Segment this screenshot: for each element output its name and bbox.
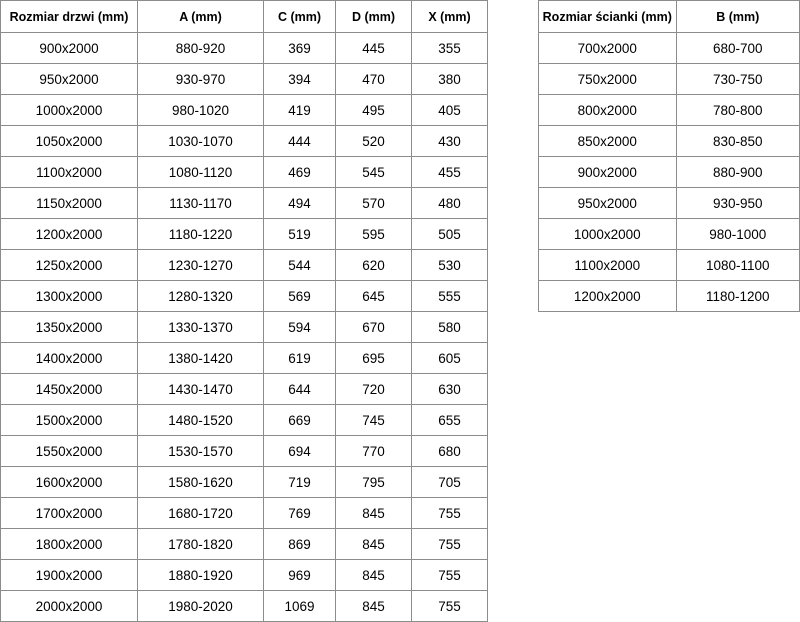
cell-door-size: 1150x2000	[1, 188, 138, 219]
cell-b: 780-800	[676, 95, 799, 126]
cell-wall-size: 800x2000	[539, 95, 677, 126]
table-row	[1, 188, 488, 219]
cell-door-size: 1200x2000	[1, 219, 138, 250]
cell-b: 680-700	[676, 33, 799, 64]
column-header-b: B (mm)	[676, 1, 799, 33]
table-header-row	[1, 1, 488, 33]
cell-door-size: 1350x2000	[1, 312, 138, 343]
table-row	[1, 312, 488, 343]
table-row	[1, 281, 488, 312]
cell-d: 670	[336, 312, 412, 343]
cell-wall-size: 1200x2000	[539, 281, 677, 312]
cell-a: 1280-1320	[138, 281, 264, 312]
table-row	[539, 250, 800, 281]
cell-a: 1880-1920	[138, 560, 264, 591]
cell-c: 769	[264, 498, 336, 529]
cell-c: 519	[264, 219, 336, 250]
cell-x: 755	[412, 498, 488, 529]
cell-door-size: 1400x2000	[1, 343, 138, 374]
cell-a: 1080-1120	[138, 157, 264, 188]
cell-a: 1180-1220	[138, 219, 264, 250]
cell-x: 355	[412, 33, 488, 64]
cell-a: 1680-1720	[138, 498, 264, 529]
cell-a: 1980-2020	[138, 591, 264, 622]
cell-wall-size: 1000x2000	[539, 219, 677, 250]
cell-x: 580	[412, 312, 488, 343]
cell-d: 645	[336, 281, 412, 312]
cell-c: 544	[264, 250, 336, 281]
cell-x: 755	[412, 560, 488, 591]
cell-x: 380	[412, 64, 488, 95]
cell-d: 845	[336, 498, 412, 529]
cell-c: 969	[264, 560, 336, 591]
cell-d: 845	[336, 560, 412, 591]
cell-d: 795	[336, 467, 412, 498]
table-row	[539, 33, 800, 64]
table-row	[1, 219, 488, 250]
cell-a: 1530-1570	[138, 436, 264, 467]
table-row	[1, 157, 488, 188]
cell-c: 594	[264, 312, 336, 343]
cell-d: 770	[336, 436, 412, 467]
cell-a: 880-920	[138, 33, 264, 64]
cell-c: 669	[264, 405, 336, 436]
table-row	[1, 374, 488, 405]
cell-b: 980-1000	[676, 219, 799, 250]
cell-door-size: 1450x2000	[1, 374, 138, 405]
cell-door-size: 1250x2000	[1, 250, 138, 281]
cell-door-size: 1700x2000	[1, 498, 138, 529]
table-row	[539, 95, 800, 126]
wall-sizes-body	[539, 33, 800, 312]
cell-b: 930-950	[676, 188, 799, 219]
cell-door-size: 1900x2000	[1, 560, 138, 591]
cell-c: 369	[264, 33, 336, 64]
cell-wall-size: 1100x2000	[539, 250, 677, 281]
cell-c: 1069	[264, 591, 336, 622]
table-row	[1, 529, 488, 560]
cell-x: 555	[412, 281, 488, 312]
cell-door-size: 900x2000	[1, 33, 138, 64]
cell-door-size: 1500x2000	[1, 405, 138, 436]
cell-door-size: 1600x2000	[1, 467, 138, 498]
cell-d: 745	[336, 405, 412, 436]
cell-a: 1230-1270	[138, 250, 264, 281]
table-row	[539, 126, 800, 157]
table-row	[1, 405, 488, 436]
cell-door-size: 1050x2000	[1, 126, 138, 157]
cell-door-size: 1000x2000	[1, 95, 138, 126]
table-row	[539, 219, 800, 250]
cell-d: 845	[336, 529, 412, 560]
table-row	[1, 33, 488, 64]
table-row	[1, 467, 488, 498]
cell-a: 1380-1420	[138, 343, 264, 374]
cell-d: 595	[336, 219, 412, 250]
table-row	[1, 126, 488, 157]
cell-x: 430	[412, 126, 488, 157]
cell-a: 1330-1370	[138, 312, 264, 343]
cell-door-size: 1800x2000	[1, 529, 138, 560]
cell-a: 1780-1820	[138, 529, 264, 560]
cell-x: 405	[412, 95, 488, 126]
table-row	[1, 591, 488, 622]
cell-d: 720	[336, 374, 412, 405]
column-header-a: A (mm)	[138, 1, 264, 33]
cell-d: 545	[336, 157, 412, 188]
cell-a: 1480-1520	[138, 405, 264, 436]
cell-d: 520	[336, 126, 412, 157]
table-row	[1, 250, 488, 281]
cell-x: 755	[412, 529, 488, 560]
cell-a: 1130-1170	[138, 188, 264, 219]
cell-d: 495	[336, 95, 412, 126]
cell-d: 845	[336, 591, 412, 622]
cell-x: 605	[412, 343, 488, 374]
table-row	[1, 560, 488, 591]
cell-x: 655	[412, 405, 488, 436]
cell-x: 630	[412, 374, 488, 405]
column-header-d: D (mm)	[336, 1, 412, 33]
cell-wall-size: 700x2000	[539, 33, 677, 64]
column-header-c: C (mm)	[264, 1, 336, 33]
table-row	[1, 498, 488, 529]
column-header-door-size: Rozmiar drzwi (mm)	[1, 1, 138, 33]
cell-a: 1430-1470	[138, 374, 264, 405]
column-header-x: X (mm)	[412, 1, 488, 33]
cell-x: 505	[412, 219, 488, 250]
cell-c: 644	[264, 374, 336, 405]
cell-b: 1080-1100	[676, 250, 799, 281]
column-header-wall-size: Rozmiar ścianki (mm)	[539, 1, 677, 33]
door-sizes-body	[1, 33, 488, 622]
cell-c: 394	[264, 64, 336, 95]
cell-c: 719	[264, 467, 336, 498]
cell-c: 444	[264, 126, 336, 157]
cell-a: 930-970	[138, 64, 264, 95]
cell-a: 1030-1070	[138, 126, 264, 157]
cell-b: 880-900	[676, 157, 799, 188]
cell-door-size: 950x2000	[1, 64, 138, 95]
cell-d: 620	[336, 250, 412, 281]
cell-door-size: 1300x2000	[1, 281, 138, 312]
cell-wall-size: 750x2000	[539, 64, 677, 95]
cell-b: 730-750	[676, 64, 799, 95]
cell-x: 480	[412, 188, 488, 219]
cell-c: 694	[264, 436, 336, 467]
table-row	[539, 281, 800, 312]
cell-d: 470	[336, 64, 412, 95]
table-row	[539, 64, 800, 95]
cell-x: 530	[412, 250, 488, 281]
cell-x: 680	[412, 436, 488, 467]
cell-d: 695	[336, 343, 412, 374]
table-row	[1, 343, 488, 374]
cell-c: 569	[264, 281, 336, 312]
cell-c: 494	[264, 188, 336, 219]
cell-x: 705	[412, 467, 488, 498]
cell-d: 570	[336, 188, 412, 219]
cell-x: 755	[412, 591, 488, 622]
table-row	[1, 64, 488, 95]
table-row	[1, 436, 488, 467]
cell-wall-size: 900x2000	[539, 157, 677, 188]
cell-wall-size: 950x2000	[539, 188, 677, 219]
cell-c: 869	[264, 529, 336, 560]
wall-sizes-table	[538, 0, 800, 312]
cell-c: 619	[264, 343, 336, 374]
cell-b: 830-850	[676, 126, 799, 157]
cell-door-size: 1550x2000	[1, 436, 138, 467]
cell-a: 1580-1620	[138, 467, 264, 498]
table-row	[539, 188, 800, 219]
cell-a: 980-1020	[138, 95, 264, 126]
cell-x: 455	[412, 157, 488, 188]
cell-d: 445	[336, 33, 412, 64]
cell-b: 1180-1200	[676, 281, 799, 312]
cell-c: 419	[264, 95, 336, 126]
cell-c: 469	[264, 157, 336, 188]
cell-wall-size: 850x2000	[539, 126, 677, 157]
cell-door-size: 2000x2000	[1, 591, 138, 622]
table-header-row	[539, 1, 800, 33]
cell-door-size: 1100x2000	[1, 157, 138, 188]
table-row	[539, 157, 800, 188]
table-row	[1, 95, 488, 126]
